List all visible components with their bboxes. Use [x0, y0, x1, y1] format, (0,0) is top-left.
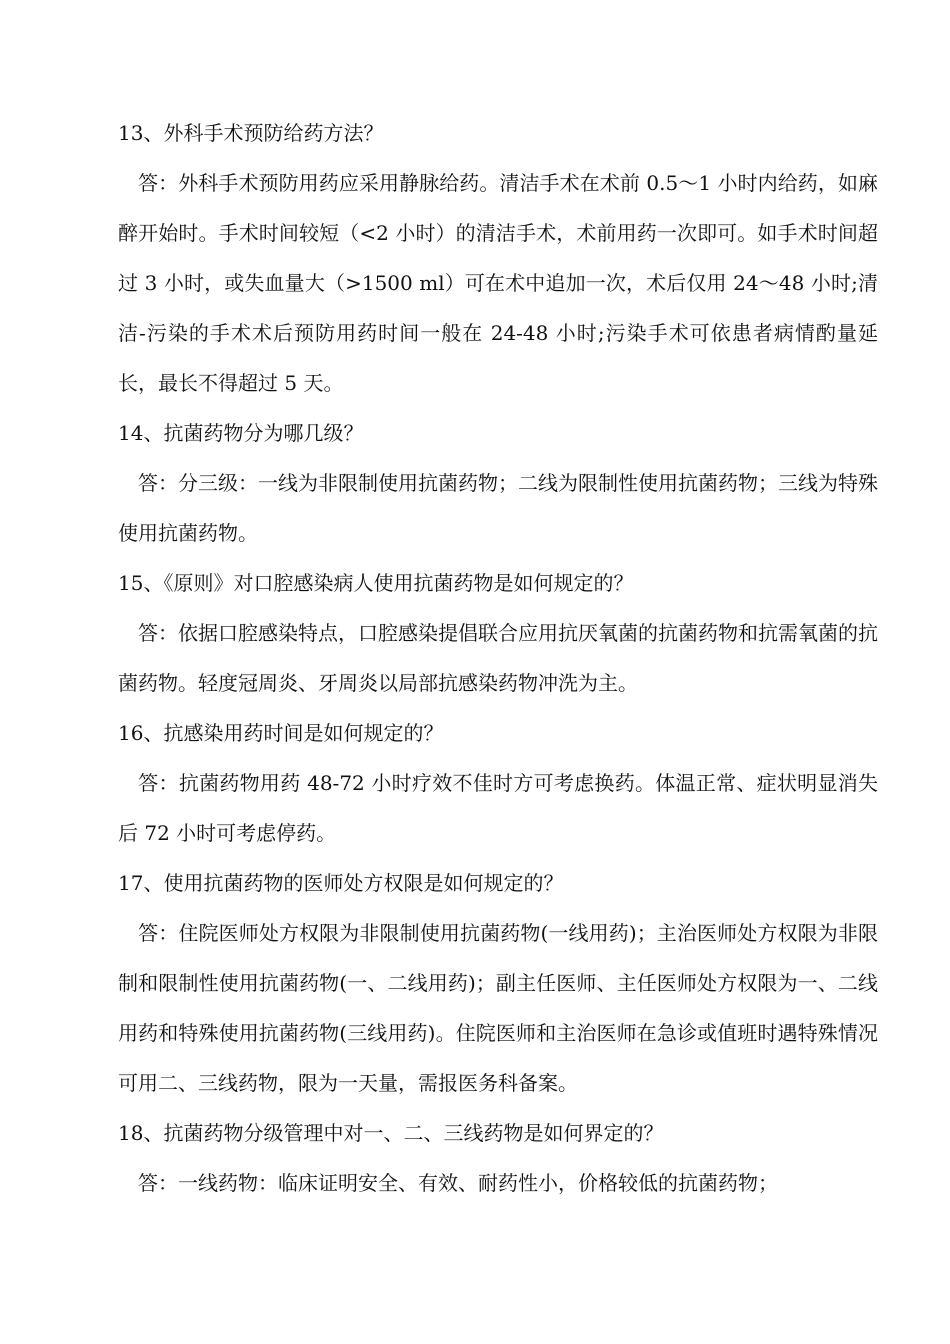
answer-18-text: 答：一线药物：临床证明安全、有效、耐药性小，价格较低的抗菌药物； — [138, 1171, 778, 1195]
question-13: 13、外科手术预防给药方法？ — [118, 121, 384, 145]
answer-17 — [118, 908, 878, 1108]
question-17: 17、使用抗菌药物的医师处方权限是如何规定的？ — [118, 871, 564, 895]
qa-item-17 — [118, 858, 878, 1108]
answer-15 — [118, 608, 878, 708]
qa-item-16 — [118, 708, 878, 858]
qa-item-15 — [118, 558, 878, 708]
answer-15-text: 答：依据口腔感染特点，口腔感染提倡联合应用抗厌氧菌的抗菌药物和抗需氧菌的抗菌药物。轻度冠周炎、牙周炎以局部抗感染药物冲洗为主。 — [118, 621, 878, 695]
question-18: 18、抗菌药物分级管理中对一、二、三线药物是如何界定的？ — [118, 1121, 664, 1145]
question-14: 14、抗菌药物分为哪几级？ — [118, 421, 364, 445]
answer-16 — [118, 758, 878, 858]
answer-14-text: 答：分三级：一线为非限制使用抗菌药物；二线为限制性使用抗菌药物；三线为特殊使用抗菌药物。 — [118, 471, 878, 545]
answer-16-text: 答：抗菌药物用药 48-72 小时疗效不佳时方可考虑换药。体温正常、症状明显消失后 72 小时可考虑停药。 — [118, 771, 878, 845]
question-16: 16、抗感染用药时间是如何规定的？ — [118, 721, 444, 745]
document-content — [118, 108, 878, 1208]
qa-item-18 — [118, 1108, 878, 1208]
answer-13 — [118, 158, 878, 408]
answer-18 — [118, 1158, 878, 1208]
answer-13-text: 答：外科手术预防用药应采用静脉给药。清洁手术在术前 0.5～1 小时内给药，如麻醉开始时。手术时间较短（<2 小时）的清洁手术，术前用药一次即可。如手术时间超过 3 小时，或失血量大（>1500 ml）可在术中追加一次，术后仅用 24～48 小时;清洁-污染的手术术后预防用药时间一般在 24-48 小时;污染手术可依患者病情酌量延长，最长不得超过 5 天。 — [118, 171, 878, 395]
answer-17-text: 答：住院医师处方权限为非限制使用抗菌药物(一线用药)；主治医师处方权限为非限制和限制性使用抗菌药物(一、二线用药)；副主任医师、主任医师处方权限为一、二线用药和特殊使用抗菌药物(三线用药)。住院医师和主治医师在急诊或值班时遇特殊情况可用二、三线药物，限为一天量，需报医务科备案。 — [118, 921, 878, 1095]
qa-item-14 — [118, 408, 878, 558]
answer-14 — [118, 458, 878, 558]
qa-item-13 — [118, 108, 878, 408]
question-15: 15、《原则》对口腔感染病人使用抗菌药物是如何规定的？ — [118, 571, 634, 595]
